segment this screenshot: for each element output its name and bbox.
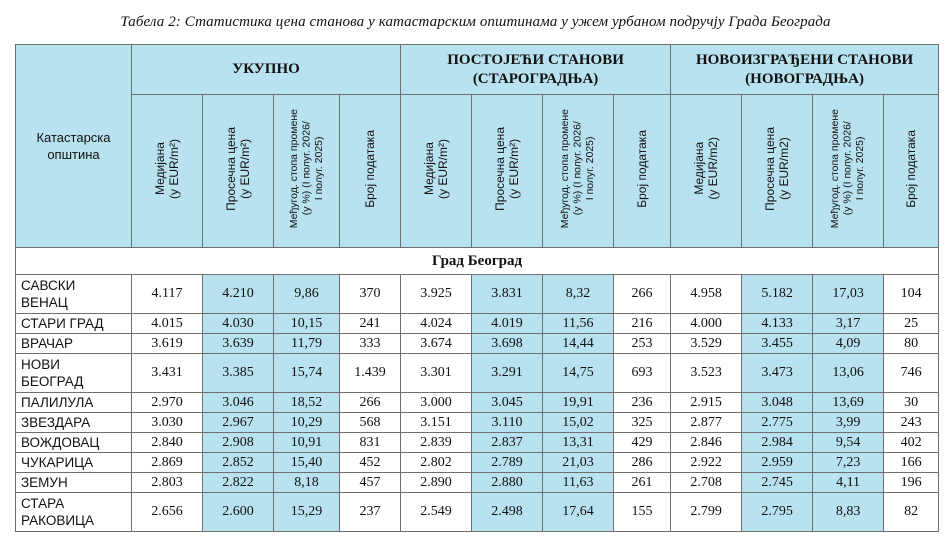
column-header-label: Медијана (у EUR/m²) (422, 138, 451, 199)
table-cell: 3,99 (813, 413, 884, 433)
table-cell: 3.455 (742, 334, 813, 354)
table-cell: 15,74 (274, 354, 340, 393)
table-cell: 2.799 (671, 493, 742, 532)
column-header (132, 95, 203, 248)
municipality-name: САВСКИ ВЕНАЦ (16, 275, 132, 314)
table-cell: 452 (340, 453, 401, 473)
table-cell: 104 (884, 275, 939, 314)
table-cell: 2.600 (203, 493, 274, 532)
table-cell: 831 (340, 433, 401, 453)
column-header (884, 95, 939, 248)
column-header-label: Број података (363, 129, 378, 208)
table-cell: 30 (884, 393, 939, 413)
table-row (16, 334, 939, 354)
table-cell: 266 (340, 393, 401, 413)
table-cell: 3.046 (203, 393, 274, 413)
table-cell: 3.639 (203, 334, 274, 354)
table-caption: Табела 2: Статистика цена станова у катастарским општинама у ужем урбаном подручју Града Београда (120, 14, 831, 30)
group-header-total: УКУПНО (132, 45, 401, 95)
table-row (16, 354, 939, 393)
table-cell: 14,44 (543, 334, 614, 354)
table-cell: 4.133 (742, 314, 813, 334)
table-cell: 3.674 (401, 334, 472, 354)
table-cell: 11,63 (543, 473, 614, 493)
table-cell: 3,17 (813, 314, 884, 334)
table-row (16, 393, 939, 413)
table-cell: 14,75 (543, 354, 614, 393)
column-header-label: Број података (904, 129, 919, 208)
table-cell: 2.967 (203, 413, 274, 433)
table-cell: 325 (614, 413, 671, 433)
table-row (16, 433, 939, 453)
table-cell: 3.473 (742, 354, 813, 393)
municipality-name: ВРАЧАР (16, 334, 132, 354)
table-cell: 4,11 (813, 473, 884, 493)
table-cell: 10,29 (274, 413, 340, 433)
column-header (543, 95, 614, 248)
price-statistics-table (15, 44, 939, 532)
column-header-label: Медијана (у EUR/m²) (153, 138, 181, 199)
table-cell: 370 (340, 275, 401, 314)
table-cell: 13,31 (543, 433, 614, 453)
table-cell: 17,03 (813, 275, 884, 314)
table-cell: 2.708 (671, 473, 742, 493)
table-cell: 693 (614, 354, 671, 393)
table-cell: 2.803 (132, 473, 203, 493)
table-cell: 5.182 (742, 275, 813, 314)
table-cell: 236 (614, 393, 671, 413)
municipality-name: ЗЕМУН (16, 473, 132, 493)
table-row (16, 453, 939, 473)
table-cell: 2.840 (132, 433, 203, 453)
table-cell: 19,91 (543, 393, 614, 413)
table-cell: 3.619 (132, 334, 203, 354)
table-cell: 10,15 (274, 314, 340, 334)
table-cell: 3.925 (401, 275, 472, 314)
column-header (813, 95, 884, 248)
municipality-name: ЧУКАРИЦА (16, 453, 132, 473)
table-cell: 266 (614, 275, 671, 314)
table-cell: 2.745 (742, 473, 813, 493)
table-cell: 2.549 (401, 493, 472, 532)
municipality-column-header: Катастарска општина (16, 45, 132, 248)
table-cell: 402 (884, 433, 939, 453)
table-cell: 3.698 (472, 334, 543, 354)
table-cell: 10,91 (274, 433, 340, 453)
table-cell: 166 (884, 453, 939, 473)
municipality-name: СТАРИ ГРАД (16, 314, 132, 334)
table-cell: 3.110 (472, 413, 543, 433)
table-cell: 4.958 (671, 275, 742, 314)
column-header-label: Међугод. стопа промене (у %) (I полуг. 2026/ I полуг. 2025) (559, 108, 597, 229)
table-cell: 9,86 (274, 275, 340, 314)
table-cell: 3.831 (472, 275, 543, 314)
city-section-header: Град Београд (16, 248, 939, 275)
table-cell: 11,56 (543, 314, 614, 334)
table-cell: 568 (340, 413, 401, 433)
column-header-label: Број података (635, 129, 650, 208)
table-cell: 8,18 (274, 473, 340, 493)
column-header-label: Медијана (у EUR/m2) (692, 137, 721, 200)
table-cell: 3.523 (671, 354, 742, 393)
table-cell: 196 (884, 473, 939, 493)
table-cell: 4.210 (203, 275, 274, 314)
table-row (16, 473, 939, 493)
table-cell: 429 (614, 433, 671, 453)
table-row (16, 314, 939, 334)
table-cell: 21,03 (543, 453, 614, 473)
table-cell: 2.846 (671, 433, 742, 453)
table-cell: 9,54 (813, 433, 884, 453)
table-cell: 80 (884, 334, 939, 354)
table-cell: 13,69 (813, 393, 884, 413)
table-cell: 25 (884, 314, 939, 334)
column-header (614, 95, 671, 248)
table-cell: 4.117 (132, 275, 203, 314)
table-cell: 2.802 (401, 453, 472, 473)
table-cell: 3.151 (401, 413, 472, 433)
table-cell: 3.000 (401, 393, 472, 413)
table-cell: 2.922 (671, 453, 742, 473)
table-cell: 2.970 (132, 393, 203, 413)
table-cell: 3.048 (742, 393, 813, 413)
table-cell: 2.795 (742, 493, 813, 532)
column-header (472, 95, 543, 248)
table-cell: 4.015 (132, 314, 203, 334)
municipality-name: СТАРА РАКОВИЦА (16, 493, 132, 532)
table-cell: 4,09 (813, 334, 884, 354)
table-cell: 2.877 (671, 413, 742, 433)
table-cell: 8,83 (813, 493, 884, 532)
table-cell: 2.869 (132, 453, 203, 473)
table-cell: 82 (884, 493, 939, 532)
table-cell: 2.908 (203, 433, 274, 453)
column-header (274, 95, 340, 248)
table-cell: 241 (340, 314, 401, 334)
table-cell: 2.656 (132, 493, 203, 532)
column-header-label: Просечна цена (у EUR/m2) (763, 126, 792, 211)
group-header-existing: ПОСТОЈЕЋИ СТАНОВИ (СТАРОГРАДЊА) (401, 45, 671, 95)
table-cell: 746 (884, 354, 939, 393)
table-cell: 3.385 (203, 354, 274, 393)
table-cell: 3.030 (132, 413, 203, 433)
table-cell: 4.030 (203, 314, 274, 334)
table-cell: 155 (614, 493, 671, 532)
table-cell: 2.880 (472, 473, 543, 493)
table-cell: 2.789 (472, 453, 543, 473)
group-header-new: НОВОИЗГРАЂЕНИ СТАНОВИ (НОВОГРАДЊА) (671, 45, 939, 95)
municipality-name: ПАЛИЛУЛА (16, 393, 132, 413)
table-cell: 2.775 (742, 413, 813, 433)
table-cell: 253 (614, 334, 671, 354)
table-cell: 2.959 (742, 453, 813, 473)
table-cell: 15,40 (274, 453, 340, 473)
table-cell: 8,32 (543, 275, 614, 314)
table-cell: 17,64 (543, 493, 614, 532)
table-cell: 2.984 (742, 433, 813, 453)
column-header (671, 95, 742, 248)
table-cell: 4.019 (472, 314, 543, 334)
municipality-name: НОВИ БЕОГРАД (16, 354, 132, 393)
table-cell: 4.024 (401, 314, 472, 334)
table-cell: 2.822 (203, 473, 274, 493)
table-cell: 333 (340, 334, 401, 354)
table-cell: 2.890 (401, 473, 472, 493)
table-cell: 3.045 (472, 393, 543, 413)
municipality-name: ВОЖДОВАЦ (16, 433, 132, 453)
table-row (16, 275, 939, 314)
table-cell: 11,79 (274, 334, 340, 354)
column-header (742, 95, 813, 248)
table-cell: 3.529 (671, 334, 742, 354)
column-header-label: Просечна цена (у EUR/m²) (224, 126, 252, 211)
column-header-label: Међугод. стопа промене (у %) (I полуг. 2026/ I полуг. 2025) (287, 108, 325, 229)
column-header-label: Просечна цена (у EUR/m²) (493, 126, 522, 211)
table-cell: 2.837 (472, 433, 543, 453)
column-header-label: Међугод. стопа промене (у %) (I полуг. 2026/ I полуг. 2025) (829, 108, 867, 229)
table-cell: 15,02 (543, 413, 614, 433)
table-cell: 2.839 (401, 433, 472, 453)
table-cell: 2.852 (203, 453, 274, 473)
table-cell: 3.291 (472, 354, 543, 393)
table-cell: 2.915 (671, 393, 742, 413)
table-cell: 7,23 (813, 453, 884, 473)
column-header (401, 95, 472, 248)
table-row (16, 493, 939, 532)
table-cell: 1.439 (340, 354, 401, 393)
municipality-name: ЗВЕЗДАРА (16, 413, 132, 433)
table-cell: 457 (340, 473, 401, 493)
table-cell: 261 (614, 473, 671, 493)
table-cell: 243 (884, 413, 939, 433)
table-cell: 3.301 (401, 354, 472, 393)
table-cell: 3.431 (132, 354, 203, 393)
table-cell: 237 (340, 493, 401, 532)
column-header (340, 95, 401, 248)
table-cell: 18,52 (274, 393, 340, 413)
table-cell: 15,29 (274, 493, 340, 532)
table-cell: 2.498 (472, 493, 543, 532)
table-row (16, 413, 939, 433)
column-header (203, 95, 274, 248)
table-cell: 286 (614, 453, 671, 473)
table-cell: 216 (614, 314, 671, 334)
table-cell: 13,06 (813, 354, 884, 393)
table-cell: 4.000 (671, 314, 742, 334)
